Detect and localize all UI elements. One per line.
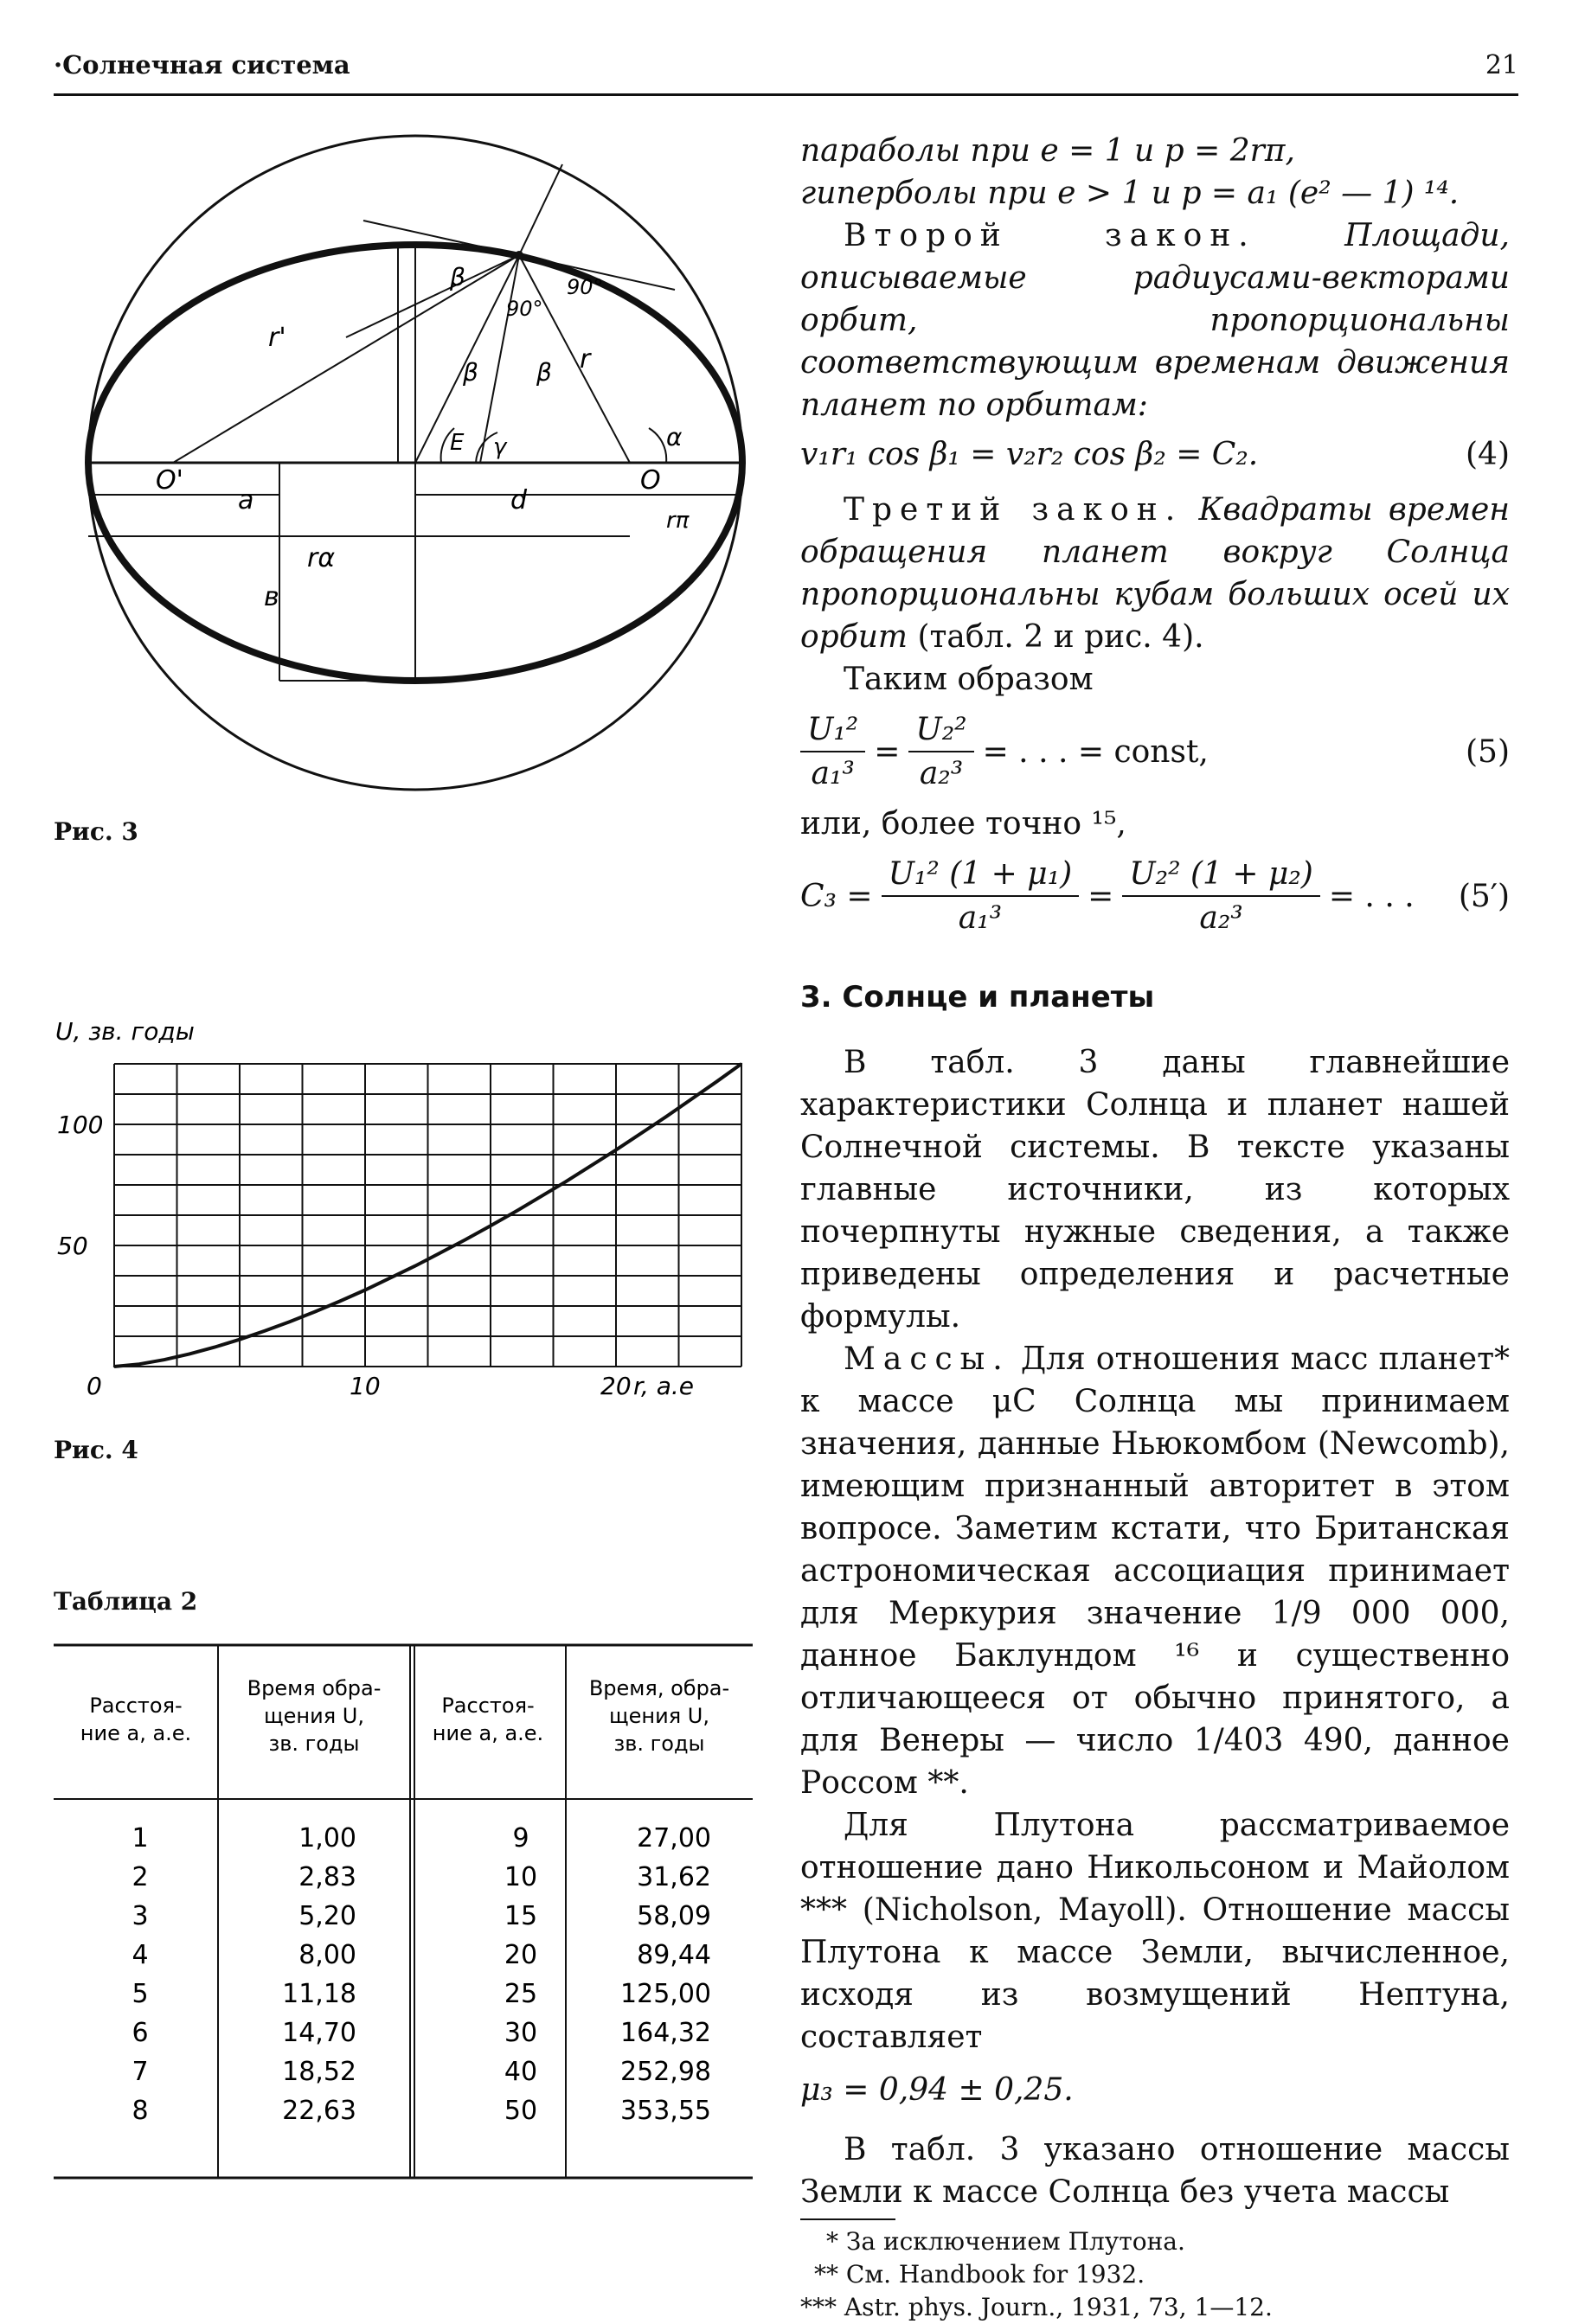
table-cell: 4 — [132, 1940, 149, 1970]
text-parabola: параболы при e = 1 и p = 2rπ, — [800, 133, 1295, 169]
label-beta-left: β — [463, 358, 478, 387]
table-cell: 353,55 — [620, 2096, 711, 2126]
data-point — [214, 1346, 215, 1348]
label-d: d — [510, 485, 528, 515]
table-cell: 3 — [132, 1901, 149, 1931]
thus-text: Таким образом — [844, 662, 1094, 697]
figure-3-caption: Рис. 3 — [54, 817, 138, 846]
data-point — [490, 1225, 491, 1226]
table-cell: 11,18 — [282, 1979, 356, 2009]
equation-5-prime: C₃ = $\frac{\text{U₁² (1 + μ₁)}}{\text{a₁³}}$ = $\frac{\text{U₂² (1 + μ₂)}}{\text{a₂³}}$ = . . . (5′) — [800, 845, 1510, 947]
label-r: r — [580, 344, 591, 375]
table-cell: 164,32 — [620, 2018, 711, 2048]
y-axis-label: U, зв. годы — [55, 1017, 195, 1046]
data-point — [339, 1300, 341, 1302]
data-point — [715, 1081, 717, 1083]
data-point — [138, 1363, 140, 1365]
paragraph-earth-mass: В табл. 3 указано отношение массы Земли к массе Солнца без учета массы — [800, 2132, 1510, 2210]
data-point — [565, 1181, 567, 1182]
table-cell: 8 — [132, 2096, 149, 2126]
label-r-prime: r' — [268, 323, 286, 353]
figure-4-chart — [54, 1012, 763, 1418]
table-cell: 2 — [132, 1862, 149, 1892]
data-point — [741, 1063, 742, 1065]
table-header-text: Расстоя- — [441, 1693, 535, 1718]
more-precise-text: или, более точно ¹⁵, — [800, 806, 1126, 842]
upper-line — [519, 164, 562, 255]
label-epsilon: E — [450, 430, 465, 456]
equation-4 — [800, 426, 1510, 489]
perpendicular-line — [346, 255, 519, 337]
text-hyperbola: гиперболы при e > 1 и p = a₁ (e² — 1) ¹⁴. — [800, 176, 1460, 211]
label-r-pi: rπ — [666, 508, 690, 534]
eq5-rest: = . . . = const, — [982, 733, 1209, 770]
data-point — [465, 1239, 466, 1240]
data-point — [164, 1359, 165, 1360]
table-header-text: Расстоя- — [89, 1693, 183, 1718]
label-90-a: 90° — [506, 297, 543, 321]
planet-point — [515, 251, 523, 259]
eq5p-d2: a₂³ — [1199, 900, 1243, 936]
table-header-text: щения U, — [264, 1704, 364, 1728]
eq5-d1: a₁³ — [811, 756, 855, 791]
table-header-text: зв. годы — [268, 1732, 360, 1756]
second-law-paragraph — [800, 214, 1510, 426]
footnote-rule — [800, 2218, 895, 2220]
table-header-text: ние a, a.e. — [80, 1721, 192, 1745]
eq5p-d1: a₁³ — [958, 900, 1003, 936]
eq5p-lhs: C₃ = — [800, 878, 873, 914]
eq5-frac2 — [908, 708, 973, 795]
masses-text: Для отношения масс планет* к массе μC Солнца мы принимаем значения, данные Ньюкомбом (Newcomb), имеющим признанный авторитет в этом вопросе. Заметим кстати, что Британская астрономическая ассоциация принимает для Меркурия значение 1/9 000 000, данное Баклундом ¹⁶ и существенно отличающееся от обычно принятого, а для Венеры — число 1/403 490, данное Россом **. — [800, 1341, 1510, 1801]
data-point — [289, 1321, 291, 1322]
table-cell: 18,52 — [282, 2057, 356, 2087]
label-90-b: 90° — [567, 275, 604, 299]
table-cell: 20 — [504, 1940, 538, 1970]
table-cell: 1 — [132, 1823, 149, 1853]
table-cell: 27,00 — [637, 1823, 711, 1853]
masses-label: Массы. — [844, 1341, 1011, 1377]
table-header-text: щения U, — [609, 1704, 709, 1728]
section-heading: 3. Солнце и планеты — [800, 980, 1155, 1015]
footnote-3: *** Astr. phys. Journ., 1931, 73, 1—12. — [800, 2293, 1273, 2321]
line-epsilon — [480, 255, 519, 463]
x-tick-label: 20 — [600, 1372, 632, 1400]
table-2-caption: Таблица 2 — [54, 1587, 198, 1616]
table-cell: 89,44 — [637, 1940, 711, 1970]
paragraph-tables: В табл. 3 даны главнейшие характеристики Солнца и планет нашей Солнечной системы. В тексте указаны главные источники, из которых почерпнуты нужные сведения, а также приведены определения и расчетные формулы. — [800, 1045, 1510, 1335]
table-cell: 10 — [504, 1862, 538, 1892]
footnote-2: ** См. Handbook for 1932. — [814, 2260, 1145, 2289]
page-number: 21 — [1485, 50, 1518, 80]
data-point — [665, 1116, 667, 1117]
data-point — [515, 1211, 517, 1213]
table-cell: 6 — [132, 2018, 149, 2048]
figure-3-ellipse-diagram — [69, 121, 779, 813]
y-tick-label: 100 — [57, 1111, 104, 1139]
third-law-tail: (табл. 2 и рис. 4). — [908, 619, 1204, 655]
label-b: в — [264, 582, 279, 612]
alpha-arc — [649, 428, 666, 463]
label-O: O — [640, 465, 661, 496]
table-2 — [54, 1643, 753, 2180]
second-law-label: Второй закон. — [844, 218, 1256, 253]
table-cell: 9 — [512, 1823, 529, 1853]
eq5-number: (5) — [1466, 734, 1510, 770]
label-gamma: γ — [493, 434, 507, 460]
table-cell: 8,00 — [298, 1940, 356, 1970]
data-point — [414, 1264, 416, 1266]
data-point — [239, 1338, 241, 1340]
third-law-text: Квадраты времен обращения планет вокруг Солнца пропорциональны кубам больших осей их орбит — [800, 492, 1511, 655]
paragraph-pluto: Для Плутона рассматриваемое отношение дано Никольсоном и Майолом *** (Nicholson, Mayoll). Отношение массы Плутона к массе Земли, вычисленное, исходя из возмущений Нептуна, составляет — [800, 1808, 1510, 2055]
paragraph-masses — [800, 1338, 1510, 1804]
eq5p-frac2 — [1122, 853, 1320, 939]
label-alpha: α — [666, 423, 683, 451]
table-cell: 58,09 — [637, 1901, 711, 1931]
table-cell: 15 — [504, 1901, 538, 1931]
mu3-formula: μ₃ = 0,94 ± 0,25. — [800, 2072, 1074, 2108]
eq4-body: v₁r₁ cos β₁ = v₂r₂ cos β₂ = C₂. — [800, 437, 1259, 472]
label-r-alpha: rα — [307, 543, 336, 573]
eq5p-rest: = . . . — [1328, 878, 1415, 914]
table-cell: 5,20 — [298, 1901, 356, 1931]
label-a: a — [238, 485, 254, 515]
figure-4-caption: Рис. 4 — [54, 1436, 138, 1464]
table-cell: 252,98 — [620, 2057, 711, 2087]
footnote-1: * За исключением Плутона. — [826, 2227, 1185, 2256]
eq5-n2: U₂² — [908, 708, 973, 752]
data-point — [189, 1353, 190, 1354]
data-point — [314, 1310, 316, 1312]
eq5p-number: (5′) — [1458, 879, 1510, 914]
eq5-d2: a₂³ — [919, 756, 964, 791]
table-cell: 2,83 — [298, 1862, 356, 1892]
label-O-prime: O' — [156, 465, 183, 496]
eq5-n1: U₁² — [800, 708, 865, 752]
table-cell: 5 — [132, 1979, 149, 2009]
table-cell: 125,00 — [620, 1979, 711, 2009]
table-cell: 31,62 — [637, 1862, 711, 1892]
table-cell: 1,00 — [298, 1823, 356, 1853]
table-header-text: Время обра- — [247, 1676, 382, 1700]
table-header-text: ние a, a.e. — [432, 1721, 544, 1745]
table-cell: 25 — [504, 1979, 538, 2009]
table-cell: 7 — [132, 2057, 149, 2087]
third-law-paragraph — [800, 489, 1510, 658]
eq5p-frac1 — [882, 853, 1080, 939]
y-tick-label: 50 — [57, 1232, 88, 1260]
label-beta-top: β — [450, 263, 465, 291]
table-cell: 22,63 — [282, 2096, 356, 2126]
table-header-text: зв. годы — [613, 1732, 705, 1756]
table-cell: 50 — [504, 2096, 538, 2126]
header-rule — [54, 93, 1518, 96]
data-point — [113, 1366, 115, 1367]
eq5p-n1: U₁² (1 + μ₁) — [882, 853, 1080, 897]
second-law-text: Площади, описываемые радиусами-векторами орбит, пропорциональны соответствующим временам движения планет по орбитам: — [800, 218, 1510, 423]
table-cell: 30 — [504, 2018, 538, 2048]
running-head: ·Солнечная система — [54, 50, 350, 80]
data-point — [615, 1149, 617, 1150]
eq5-frac1 — [800, 708, 865, 795]
table-header-text: Время, обра- — [588, 1676, 730, 1700]
table-cell: 14,70 — [282, 2018, 356, 2048]
x-tick-label: 10 — [350, 1372, 381, 1400]
data-point — [364, 1289, 366, 1290]
table-cell: 40 — [504, 2057, 538, 2087]
third-law-label: Третий закон. — [844, 492, 1184, 528]
right-column — [800, 130, 1510, 2324]
equation-5: $\frac{\text{U₁²}}{\text{a₁³}}$ = $\frac{\text{U₂²}}{\text{a₂³}}$ = . . . = const, (5) — [800, 701, 1510, 803]
eq5p-n2: U₂² (1 + μ₂) — [1122, 853, 1320, 897]
eq4-number: (4) — [1466, 437, 1510, 472]
label-beta-right: β — [536, 358, 552, 387]
x-tick-label: 0 — [87, 1372, 102, 1400]
data-point — [264, 1330, 266, 1332]
x-axis-label: r, а.е — [633, 1372, 695, 1400]
